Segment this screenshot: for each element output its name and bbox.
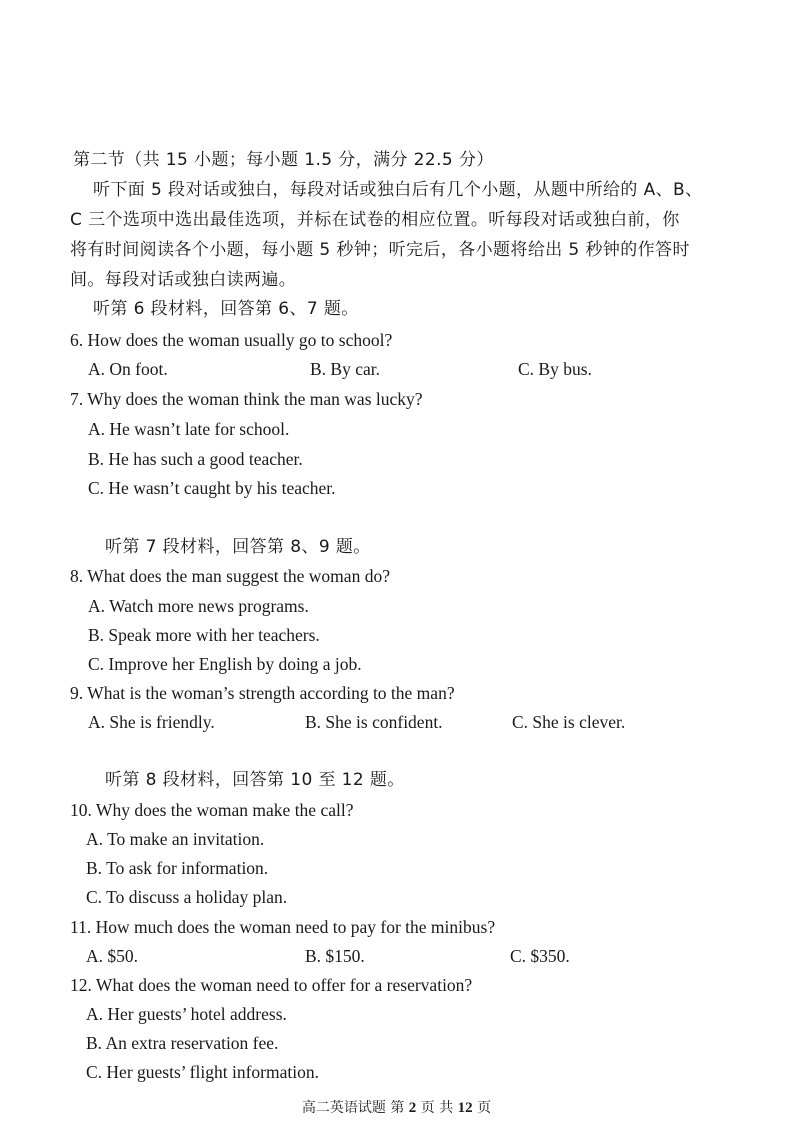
instruction-line-3: 将有时间阅读各个小题，每小题 5 秒钟；听完后，各小题将给出 5 秒钟的作答时: [70, 240, 690, 260]
option-b: B. An extra reservation fee.: [86, 1033, 279, 1053]
question-stem: 11. How much does the woman need to pay for the minibus?: [70, 917, 496, 937]
option-c: C. $350.: [510, 946, 570, 966]
footer-suffix: 页: [472, 1100, 492, 1116]
footer-middle: 页 共: [416, 1100, 458, 1116]
question-stem: 10. Why does the woman make the call?: [70, 800, 354, 820]
option-b: B. He has such a good teacher.: [88, 449, 303, 469]
question-stem: 12. What does the woman need to offer for a reservation?: [70, 975, 473, 995]
footer-total-pages: 12: [457, 1100, 473, 1116]
option-b: B. To ask for information.: [86, 858, 269, 878]
option-a: A. To make an invitation.: [86, 829, 265, 849]
question-stem: 6. How does the woman usually go to school?: [70, 330, 393, 350]
question-stem: 8. What does the man suggest the woman do?: [70, 566, 390, 586]
question-stem: 9. What is the woman’s strength according to the man?: [70, 683, 455, 703]
option-b: B. $150.: [305, 946, 365, 966]
option-c: C. Her guests’ flight information.: [86, 1062, 319, 1082]
footer-prefix: 高二英语试题 第: [301, 1100, 409, 1116]
option-b: B. She is confident.: [305, 712, 443, 732]
group-intro: 听第 8 段材料，回答第 10 至 12 题。: [105, 770, 405, 790]
option-b: B. Speak more with her teachers.: [88, 625, 320, 645]
instruction-line-1: 听下面 5 段对话或独白，每段对话或独白后有几个小题，从题中所给的 A、B、: [93, 180, 703, 200]
footer-page-number: 2: [408, 1100, 417, 1116]
page-footer: [0, 1099, 793, 1117]
option-a: A. On foot.: [88, 359, 168, 379]
group-intro: 听第 6 段材料，回答第 6、7 题。: [93, 299, 359, 319]
question-stem: 7. Why does the woman think the man was lucky?: [70, 389, 423, 409]
instruction-line-4: 间。每段对话或独白读两遍。: [70, 270, 297, 290]
option-c: C. He wasn’t caught by his teacher.: [88, 478, 336, 498]
instruction-line-2: C 三个选项中选出最佳选项，并标在试卷的相应位置。听每段对话或独白前，你: [70, 210, 680, 230]
option-c: C. Improve her English by doing a job.: [88, 654, 362, 674]
option-c: C. To discuss a holiday plan.: [86, 887, 288, 907]
option-a: A. He wasn’t late for school.: [88, 419, 290, 439]
group-intro: 听第 7 段材料，回答第 8、9 题。: [105, 537, 371, 557]
option-a: A. She is friendly.: [88, 712, 215, 732]
option-a: A. Her guests’ hotel address.: [86, 1004, 287, 1024]
section-heading: 第二节（共 15 小题；每小题 1.5 分，满分 22.5 分）: [73, 150, 494, 170]
option-a: A. $50.: [86, 946, 139, 966]
option-c: C. She is clever.: [512, 712, 626, 732]
option-a: A. Watch more news programs.: [88, 596, 309, 616]
option-b: B. By car.: [310, 359, 380, 379]
option-c: C. By bus.: [518, 359, 592, 379]
